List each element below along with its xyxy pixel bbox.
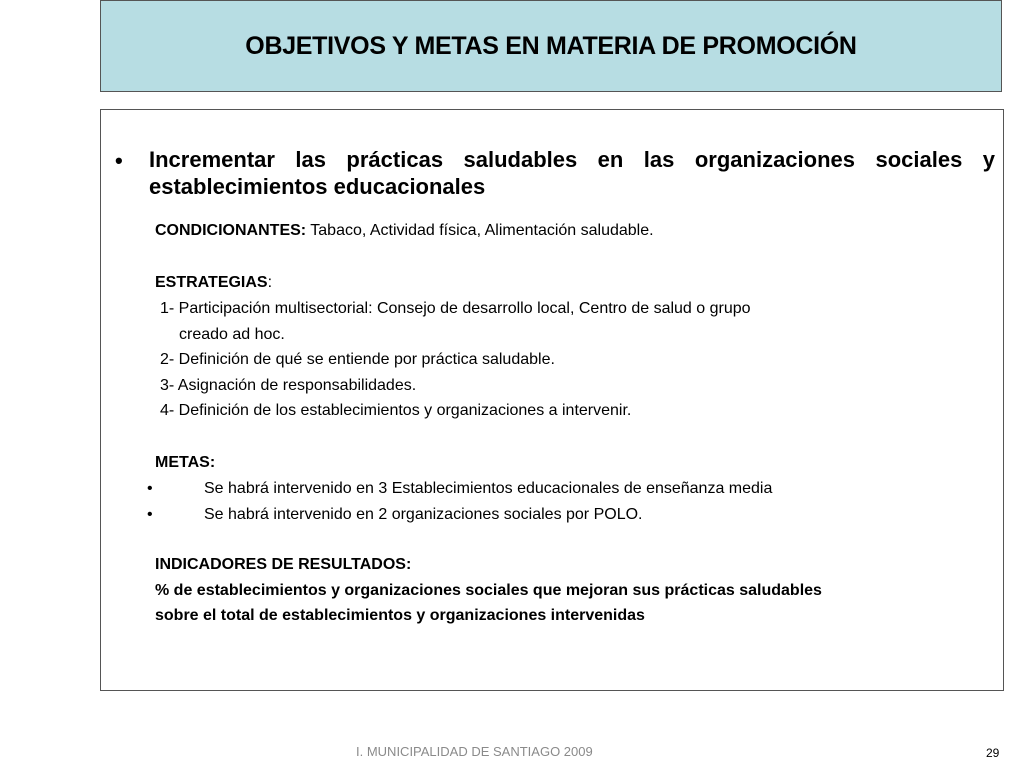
estrategias-label: ESTRATEGIAS	[155, 274, 268, 291]
main-bullet: •	[115, 148, 123, 173]
meta-item: Se habrá intervenido en 3 Establecimientos educacionales de enseñanza media	[204, 480, 773, 497]
indicadores-label: INDICADORES DE RESULTADOS:	[155, 556, 412, 573]
estrategias-heading	[155, 274, 272, 292]
estrategia-item: 2- Definición de qué se entiende por práctica saludable.	[160, 351, 555, 368]
estrategia-item: 4- Definición de los establecimientos y organizaciones a intervenir.	[160, 402, 632, 419]
estrategia-item-continuation: creado ad hoc.	[179, 326, 285, 343]
slide-title: OBJETIVOS Y METAS EN MATERIA DE PROMOCIÓN	[245, 31, 857, 60]
condicionantes-line	[155, 222, 654, 240]
content-panel	[100, 109, 1004, 691]
estrategia-item: 1- Participación multisectorial: Consejo de desarrollo local, Centro de salud o grupo	[160, 300, 751, 317]
metas-label: METAS:	[155, 454, 216, 471]
estrategias-colon: :	[267, 274, 273, 291]
condicionantes-text: Tabaco, Actividad física, Alimentación saludable.	[306, 222, 654, 239]
metas-bullet: •	[147, 480, 153, 497]
indicador-line: % de establecimientos y organizaciones sociales que mejoran sus prácticas saludables	[155, 582, 822, 599]
indicador-line: sobre el total de establecimientos y organizaciones intervenidas	[155, 607, 645, 624]
metas-bullet: •	[147, 506, 153, 523]
page-number: 29	[986, 746, 1000, 760]
footer-organization: I. MUNICIPALIDAD DE SANTIAGO 2009	[356, 744, 593, 759]
main-objective: Incrementar las prácticas saludables en las organizaciones sociales y establecimientos educacionales	[149, 147, 995, 199]
meta-item: Se habrá intervenido en 2 organizaciones sociales por POLO.	[204, 506, 643, 523]
estrategia-item: 3- Asignación de responsabilidades.	[160, 377, 417, 394]
title-banner	[100, 0, 1002, 92]
condicionantes-label: CONDICIONANTES:	[155, 222, 307, 239]
